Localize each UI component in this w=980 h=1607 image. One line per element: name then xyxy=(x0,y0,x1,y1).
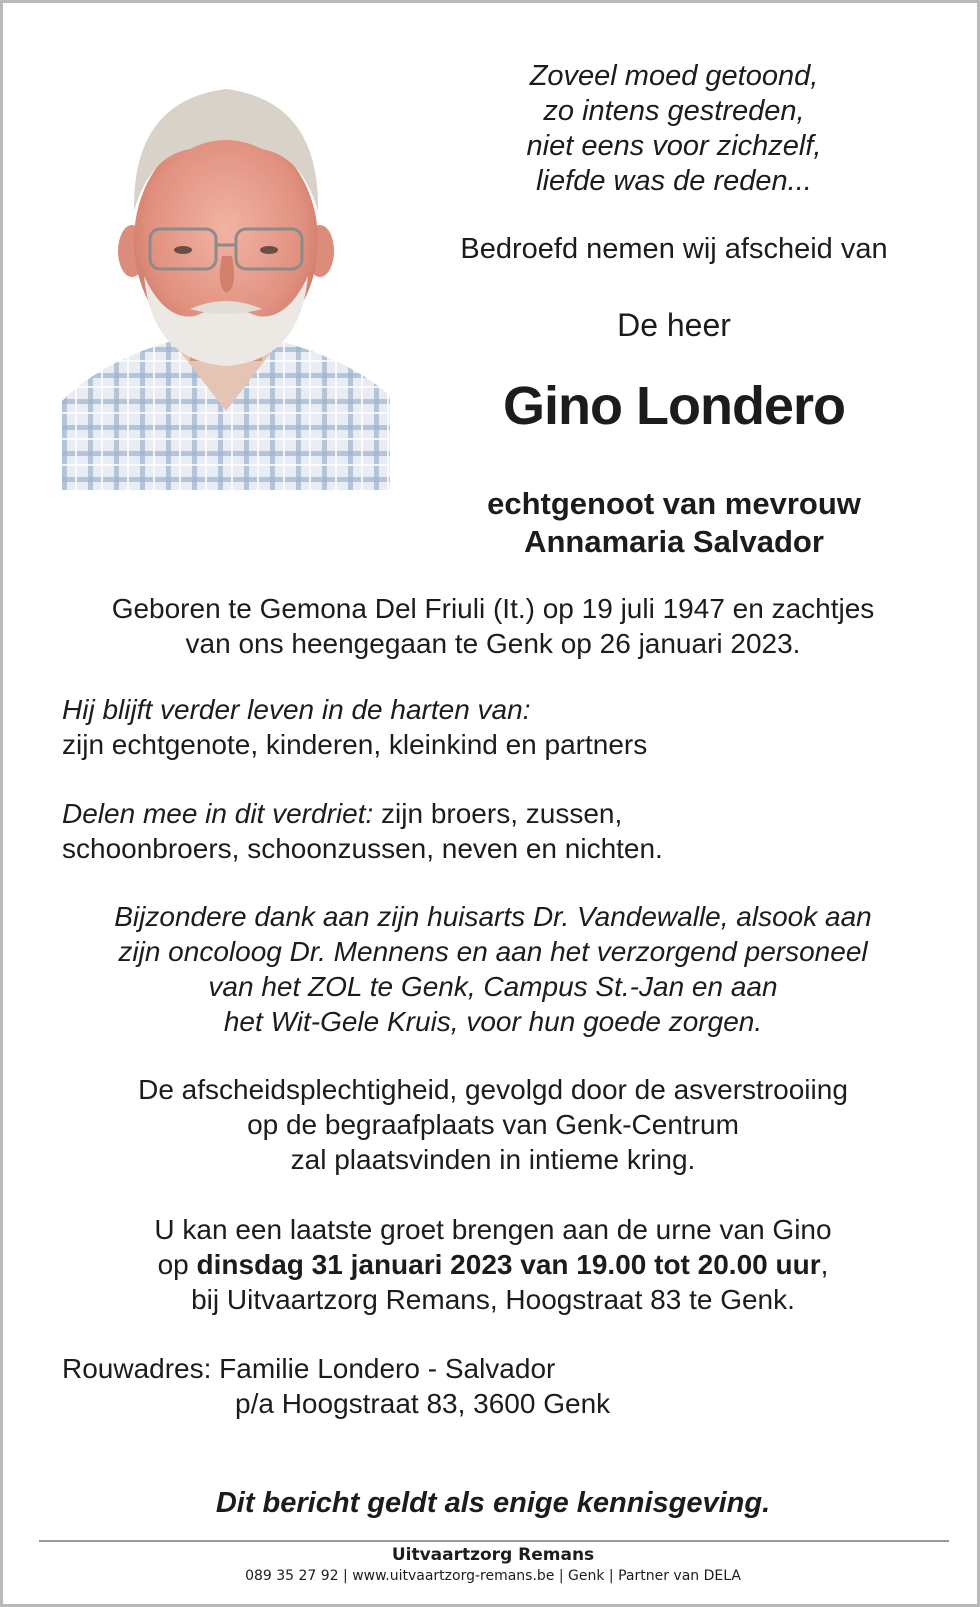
announcement-text: Bedroefd nemen wij afscheid van xyxy=(460,233,888,265)
death-line: van ons heengegaan te Genk op 26 januari 2023. xyxy=(185,628,801,659)
poem xyxy=(433,59,915,199)
grief-section xyxy=(62,796,942,866)
funeral-home-name: Uitvaartzorg Remans xyxy=(391,1545,595,1565)
thanks-line: van het ZOL te Genk, Campus St.-Jan en aan xyxy=(208,971,778,1002)
spouse-line: echtgenoot van mevrouw xyxy=(487,486,861,521)
poem-line: Zoveel moed getoond, xyxy=(529,60,819,92)
ceremony-line: zal plaatsvinden in intieme kring. xyxy=(290,1144,696,1175)
grief-line-2: schoonbroers, schoonzussen, neven en nichten. xyxy=(62,833,663,864)
survivors-intro: Hij blijft verder leven in de harten van: xyxy=(62,694,531,725)
funeral-home-contact: 089 35 27 92 | www.uitvaartzorg-remans.be | Genk | Partner van DELA xyxy=(245,1568,741,1584)
ceremony-line: De afscheidsplechtigheid, gevolgd door de asverstrooiing xyxy=(138,1074,848,1105)
visitation-prefix: op xyxy=(157,1249,197,1280)
grief-line-1-rest: zijn broers, zussen, xyxy=(373,798,623,829)
spouse-info xyxy=(433,485,915,561)
birth-death-info xyxy=(43,591,943,661)
ceremony-section xyxy=(43,1072,943,1177)
thanks-line: het Wit-Gele Kruis, voor hun goede zorgen. xyxy=(223,1006,763,1037)
visitation-suffix: , xyxy=(820,1249,829,1280)
thanks-line: zijn oncoloog Dr. Mennens en aan het verzorgend personeel xyxy=(118,936,868,967)
grief-line-1 xyxy=(62,796,942,831)
mourning-address-line-2: p/a Hoogstraat 83, 3600 Genk xyxy=(235,1388,611,1419)
portrait-photo xyxy=(62,61,390,490)
mourning-address xyxy=(62,1351,942,1421)
visitation-datetime: dinsdag 31 januari 2023 van 19.00 tot 20.00 uur xyxy=(196,1249,821,1280)
footer-divider xyxy=(39,1540,949,1542)
honorific-title: De heer xyxy=(617,307,731,343)
visitation-section xyxy=(43,1212,943,1317)
visitation-line-3: bij Uitvaartzorg Remans, Hoogstraat 83 te Genk. xyxy=(191,1284,795,1315)
poem-line: liefde was de reden... xyxy=(536,165,812,197)
mourning-address-line-1: Rouwadres: Familie Londero - Salvador xyxy=(62,1353,556,1384)
spouse-name: Annamaria Salvador xyxy=(524,524,824,559)
deceased-name: Gino Londero xyxy=(503,376,845,436)
grief-label: Delen mee in dit verdriet: xyxy=(62,798,374,829)
survivors-list: zijn echtgenote, kinderen, kleinkind en partners xyxy=(62,729,648,760)
poem-line: niet eens voor zichzelf, xyxy=(526,130,822,162)
visitation-line-2 xyxy=(43,1247,943,1282)
birth-line: Geboren te Gemona Del Friuli (It.) op 19 juli 1947 en zachtjes xyxy=(111,593,875,624)
thanks-line: Bijzondere dank aan zijn huisarts Dr. Vandewalle, alsook aan xyxy=(114,901,872,932)
thanks-section xyxy=(43,899,943,1039)
poem-line: zo intens gestreden, xyxy=(543,95,805,127)
closing-notice: Dit bericht geldt als enige kennisgeving. xyxy=(215,1487,771,1519)
visitation-line-1: U kan een laatste groet brengen aan de urne van Gino xyxy=(154,1214,832,1245)
ceremony-line: op de begraafplaats van Genk-Centrum xyxy=(247,1109,739,1140)
survivors-section xyxy=(62,692,942,762)
